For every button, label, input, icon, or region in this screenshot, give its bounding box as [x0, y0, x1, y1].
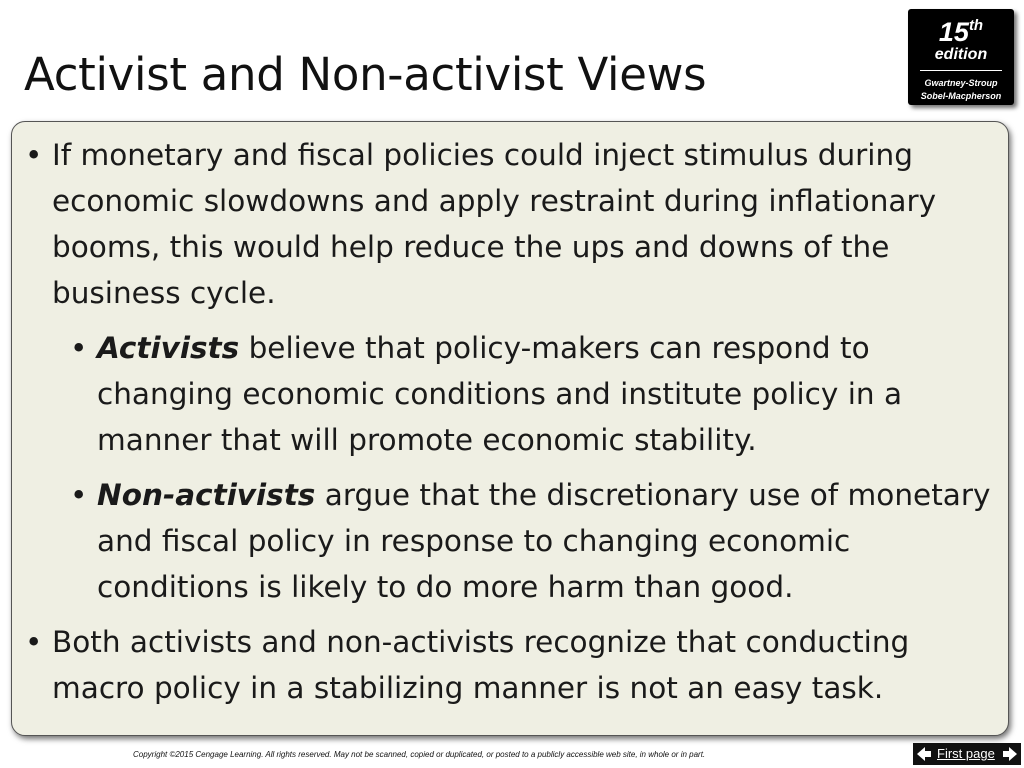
edition-suffix: th: [968, 17, 984, 34]
edition-number: [908, 19, 1014, 46]
bullet-both-recognize: [25, 619, 1002, 711]
bullet-dot: •: [70, 331, 88, 365]
bullet-stabilization-text: If monetary and fiscal policies could inject stimulus during economic slowdowns and apply restraint during inflationary booms, this would help reduce the ups and downs of the business cycle.: [52, 138, 937, 310]
badge-author-line-2: Sobel-Macpherson: [920, 91, 1002, 101]
copyright-notice: Copyright ©2015 Cengage Learning. All rights reserved. May not be scanned, copied or duplicated, or posted to a publicly accessible web site, in whole or in part.: [133, 750, 706, 759]
bullet-dot: •: [25, 138, 43, 172]
bullet-both-recognize-text: Both activists and non-activists recognize that conducting macro policy in a stabilizing manner is not an easy task.: [52, 625, 910, 705]
bullet-activists: [70, 325, 1009, 463]
badge-authors: [908, 77, 1014, 103]
edition-word: edition: [934, 46, 988, 63]
edition-number-value: 15: [938, 17, 969, 47]
arrow-right-icon: [1002, 746, 1018, 762]
arrow-left-icon: [916, 746, 932, 762]
bullet-dot: •: [70, 478, 88, 512]
edition-badge: [908, 9, 1014, 105]
non-activists-term: Non-activists: [97, 478, 316, 512]
bullet-non-activists: [70, 472, 1009, 610]
activists-term: Activists: [97, 331, 240, 365]
first-page-button[interactable]: [913, 743, 1021, 765]
slide-title: Activist and Non-activist Views: [24, 48, 707, 101]
badge-divider: [920, 70, 1002, 71]
bullet-dot: •: [25, 625, 43, 659]
non-activists-text: argue that the discretionary use of monetary and fiscal policy in response to changing economic conditions is likely to do more harm than good.: [97, 478, 991, 604]
bullet-stabilization: [25, 132, 1002, 316]
first-page-label[interactable]: First page: [937, 746, 995, 761]
badge-author-line-1: Gwartney-Stroup: [924, 78, 998, 88]
activists-text: believe that policy-makers can respond to changing economic conditions and institute policy in a manner that will promote economic stability.: [97, 331, 903, 457]
